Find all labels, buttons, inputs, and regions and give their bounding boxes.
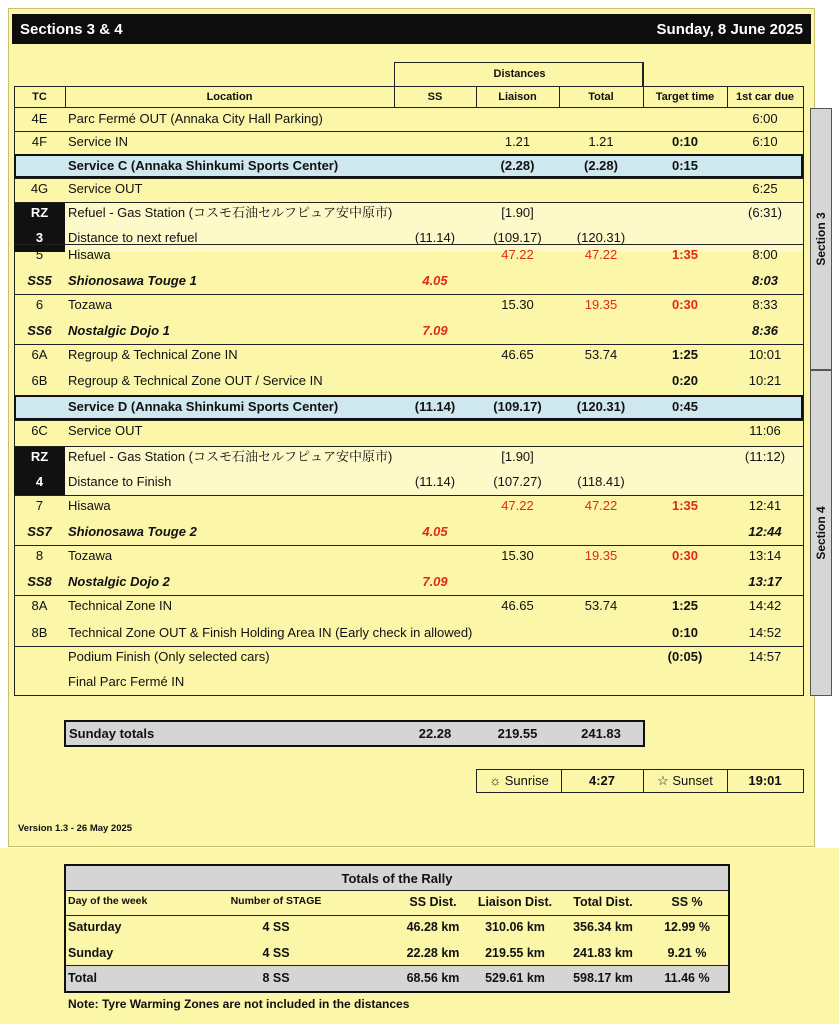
row-total: (2.28) (584, 158, 618, 173)
row-loc: Refuel - Gas Station (コスモ石油セルフピュア安中原市) (68, 205, 393, 220)
rally-cell: 46.28 km (406, 920, 460, 934)
row-target: 0:10 (671, 134, 699, 149)
row-ss: 4.05 (422, 524, 448, 539)
row-tc: 4F (31, 134, 48, 149)
row-loc: Service OUT (68, 423, 143, 438)
header-divider (559, 86, 560, 108)
row-total (559, 520, 643, 544)
col-location: Location (206, 91, 253, 103)
row-ss (394, 177, 476, 201)
row-due: 12:44 (748, 524, 782, 539)
sunrise-label: Sunrise (504, 773, 549, 788)
row-total: 19.35 (584, 548, 618, 563)
row-due: (6:31) (748, 205, 782, 220)
row-target (643, 419, 727, 443)
row-tc: SS8 (27, 574, 52, 589)
row-liaison: 1.21 (504, 134, 531, 149)
row-total: (118.41) (577, 474, 625, 489)
distances-group-label: Distances (493, 68, 546, 80)
row-tc: 8 (35, 548, 44, 563)
row-loc: Tozawa (68, 297, 113, 312)
row-target (643, 470, 727, 494)
sunday-totals-label: Sunday totals (69, 726, 155, 741)
row-loc: Service IN (68, 134, 128, 149)
row-liaison (476, 177, 559, 201)
row-ss (394, 154, 476, 178)
rally-cell: 22.28 km (406, 946, 460, 960)
rally-cell: Saturday (68, 920, 122, 934)
row-ss (394, 201, 476, 225)
row-tc: 4G (30, 181, 49, 196)
rally-cell: Total (68, 971, 97, 985)
star-icon: ☆ (657, 773, 669, 788)
row-target: 1:25 (671, 598, 699, 613)
row-target (643, 107, 727, 131)
rally-cell: 4 SS (262, 946, 290, 960)
sunday-totals-total: 241.83 (581, 726, 621, 741)
row-ss (394, 494, 476, 518)
row-liaison: 47.22 (501, 247, 534, 262)
row-liaison (476, 269, 559, 293)
row-tc: 4 (35, 474, 44, 489)
row-target: 1:35 (671, 498, 699, 513)
row-liaison: [1.90] (501, 449, 534, 464)
row-tc: SS6 (27, 323, 52, 338)
row-due: 14:52 (748, 625, 782, 640)
row-loc: Shionosawa Touge 2 (68, 524, 197, 539)
row-ss: 4.05 (422, 273, 448, 288)
row-target (643, 445, 727, 469)
row-target (643, 201, 727, 225)
row-due: 8:36 (751, 323, 779, 338)
rally-header-cell: SS % (671, 895, 703, 909)
rally-cell: 356.34 km (573, 920, 633, 934)
row-total (559, 670, 643, 694)
row-ss (394, 343, 476, 367)
row-loc: Technical Zone OUT & Finish Holding Area IN (Early check in allowed) (68, 625, 473, 640)
row-loc: Hisawa (68, 498, 111, 513)
row-total: (120.31) (576, 230, 626, 245)
row-tc (14, 154, 65, 178)
row-loc: Hisawa (68, 247, 111, 262)
row-tc: RZ (30, 205, 49, 220)
row-tc: SS7 (27, 524, 52, 539)
row-total (559, 570, 643, 594)
section-4-label: Section 4 (814, 506, 828, 560)
row-total: 19.35 (584, 297, 618, 312)
row-loc: Distance to next refuel (68, 230, 198, 245)
row-liaison (476, 107, 559, 131)
row-loc: Service D (Annaka Shinkumi Sports Center) (68, 399, 339, 414)
row-liaison: (109.17) (493, 230, 542, 245)
row-ss (394, 369, 476, 393)
row-liaison (476, 520, 559, 544)
row-due (727, 395, 803, 419)
header-divider (476, 86, 477, 108)
distances-group-header (394, 62, 643, 86)
row-ss (394, 544, 476, 568)
row-due: 13:17 (748, 574, 782, 589)
section-4-tab (810, 370, 832, 696)
rally-header-cell: Number of STAGE (230, 895, 322, 907)
row-tc (14, 670, 65, 694)
table-right-rule (803, 86, 804, 696)
row-ss (394, 670, 476, 694)
row-tc: RZ (30, 449, 49, 464)
row-total (559, 107, 643, 131)
row-ss (394, 130, 476, 154)
row-target: 1:35 (671, 247, 699, 262)
row-liaison (476, 419, 559, 443)
header-divider (727, 86, 728, 108)
rally-header-cell: SS Dist. (409, 895, 457, 909)
row-tc: 6B (31, 373, 48, 388)
header-divider (65, 86, 66, 108)
row-due: 13:14 (748, 548, 782, 563)
rally-cell: 241.83 km (573, 946, 633, 960)
row-target: 0:30 (671, 297, 699, 312)
row-tc: SS5 (27, 273, 52, 288)
row-tc (14, 395, 65, 419)
row-total: 47.22 (584, 247, 618, 262)
sunset-cell (643, 773, 727, 789)
row-due: 6:00 (752, 111, 778, 126)
row-due: 8:33 (752, 297, 778, 312)
row-target: 0:15 (671, 158, 699, 173)
rally-cell: 4 SS (262, 920, 290, 934)
row-loc: Regroup & Technical Zone OUT / Service IN (68, 373, 323, 388)
row-loc: Tozawa (68, 548, 113, 563)
rally-cell: 310.06 km (485, 920, 545, 934)
row-rule (14, 695, 803, 696)
row-total: 47.22 (584, 498, 618, 513)
rally-cell: Sunday (68, 946, 114, 960)
row-total (559, 621, 643, 645)
rally-cell: 8 SS (262, 971, 290, 985)
row-liaison: 15.30 (501, 548, 534, 563)
row-liaison: (2.28) (500, 158, 535, 173)
row-target (643, 520, 727, 544)
rally-header-cell: Liaison Dist. (477, 895, 553, 909)
row-due: (11:12) (744, 449, 786, 464)
row-loc: Regroup & Technical Zone IN (68, 347, 238, 362)
row-liaison (476, 621, 559, 645)
row-target (643, 670, 727, 694)
section-3-label: Section 3 (814, 212, 828, 266)
date-label: Sunday, 8 June 2025 (656, 20, 803, 38)
row-liaison: 15.30 (501, 297, 534, 312)
row-total: 53.74 (584, 598, 618, 613)
row-ss: 7.09 (422, 574, 448, 589)
row-target (643, 177, 727, 201)
row-tc: 6C (31, 423, 48, 438)
row-due (727, 470, 803, 494)
row-due (727, 670, 803, 694)
row-tc: 6 (35, 297, 44, 312)
row-loc: Shionosawa Touge 1 (68, 273, 197, 288)
row-ss (394, 107, 476, 131)
row-loc: Final Parc Fermé IN (68, 674, 185, 689)
row-loc: Distance to Finish (68, 474, 172, 489)
row-target: 0:10 (671, 625, 699, 640)
row-loc: Nostalgic Dojo 1 (68, 323, 170, 338)
row-liaison: 46.65 (501, 598, 534, 613)
row-tc: 7 (35, 498, 44, 513)
row-ss (394, 445, 476, 469)
row-total: 1.21 (588, 134, 614, 149)
row-due: 14:42 (748, 598, 782, 613)
row-loc: Service OUT (68, 181, 143, 196)
rally-cell: 12.99 % (664, 920, 710, 934)
row-total (559, 645, 643, 669)
row-tc (14, 645, 65, 669)
row-liaison: [1.90] (501, 205, 534, 220)
row-loc: Nostalgic Dojo 2 (68, 574, 170, 589)
row-loc: Service C (Annaka Shinkumi Sports Center) (68, 158, 339, 173)
row-total (559, 201, 643, 225)
row-total (559, 177, 643, 201)
row-liaison: 47.22 (501, 498, 534, 513)
row-liaison (476, 645, 559, 669)
header-divider (643, 62, 644, 108)
row-ss (394, 293, 476, 317)
row-target: (0:05) (667, 649, 703, 664)
row-due: 6:25 (752, 181, 778, 196)
col-first-car-due: 1st car due (735, 91, 795, 103)
row-due: 8:03 (751, 273, 779, 288)
sunset-label: Sunset (672, 773, 713, 788)
rally-cell: 11.46 % (664, 971, 710, 985)
row-due: 8:00 (752, 247, 778, 262)
header-divider (394, 86, 395, 108)
row-total (559, 319, 643, 343)
sunday-totals-ss: 22.28 (418, 726, 452, 741)
row-ss (394, 645, 476, 669)
sunset-time: 19:01 (748, 773, 782, 788)
row-liaison (476, 319, 559, 343)
row-due: 10:21 (748, 373, 782, 388)
row-liaison: (109.17) (493, 399, 542, 414)
row-total: 53.74 (584, 347, 618, 362)
rule (66, 915, 728, 916)
row-due: 10:01 (748, 347, 782, 362)
section-title: Sections 3 & 4 (20, 20, 123, 38)
row-liaison (476, 570, 559, 594)
row-total (559, 269, 643, 293)
row-due: 6:10 (752, 134, 778, 149)
row-due: 11:06 (749, 423, 781, 438)
page-header (12, 14, 811, 44)
rally-cell: 68.56 km (406, 971, 460, 985)
section-3-tab (810, 108, 832, 370)
row-target (643, 570, 727, 594)
row-total (559, 369, 643, 393)
row-target: 1:25 (671, 347, 699, 362)
row-due: 12:41 (748, 498, 782, 513)
row-target: 0:45 (671, 399, 699, 414)
row-loc: Refuel - Gas Station (コスモ石油セルフピュア安中原市) (68, 449, 393, 464)
row-liaison (476, 670, 559, 694)
row-target: 0:20 (671, 373, 699, 388)
row-tc: 8B (31, 625, 48, 640)
col-liaison: Liaison (498, 91, 537, 103)
rally-totals-title: Totals of the Rally (341, 871, 453, 886)
row-tc: 6A (31, 347, 48, 362)
col-tc: TC (32, 91, 47, 103)
row-ss (394, 243, 476, 267)
row-ss: 7.09 (422, 323, 448, 338)
row-tc: 5 (35, 247, 44, 262)
row-due: 14:57 (748, 649, 782, 664)
col-total: Total (588, 91, 614, 103)
row-target (643, 269, 727, 293)
col-target-time: Target time (655, 91, 715, 103)
row-total (559, 445, 643, 469)
rally-header-cell: Day of the week (68, 895, 148, 907)
sunday-totals-liaison: 219.55 (497, 726, 538, 741)
row-target (643, 319, 727, 343)
sun-times-box (476, 769, 804, 793)
row-loc: Technical Zone IN (68, 598, 173, 613)
row-ss (394, 594, 476, 618)
row-target: 0:30 (671, 548, 699, 563)
row-ss: (11.14) (414, 230, 456, 245)
row-total: (120.31) (576, 399, 626, 414)
row-due (727, 154, 803, 178)
rally-cell: 529.61 km (485, 971, 545, 985)
distance-note: Note: Tyre Warming Zones are not included in the distances (68, 997, 410, 1011)
row-ss: (11.14) (414, 399, 456, 414)
row-tc: 3 (35, 230, 44, 245)
sunrise-time: 4:27 (588, 773, 616, 788)
row-tc: 8A (31, 598, 48, 613)
row-total (559, 419, 643, 443)
row-loc: Parc Fermé OUT (Annaka City Hall Parking) (68, 111, 323, 126)
sunrise-cell (477, 773, 561, 788)
version-label: Version 1.3 - 26 May 2025 (18, 823, 133, 834)
col-ss: SS (427, 91, 443, 103)
row-liaison: (107.27) (493, 474, 542, 489)
rally-cell: 9.21 % (667, 946, 707, 960)
row-liaison: 46.65 (501, 347, 534, 362)
rally-header-cell: Total Dist. (573, 895, 633, 909)
row-liaison (476, 369, 559, 393)
row-ss: (11.14) (414, 474, 456, 489)
sun-icon: ☼ (489, 773, 502, 788)
rally-cell: 598.17 km (573, 971, 633, 985)
row-tc: 4E (31, 111, 48, 126)
row-ss (394, 419, 476, 443)
row-ss (394, 621, 476, 645)
row-loc: Podium Finish (Only selected cars) (68, 649, 270, 664)
rally-cell: 219.55 km (485, 946, 545, 960)
